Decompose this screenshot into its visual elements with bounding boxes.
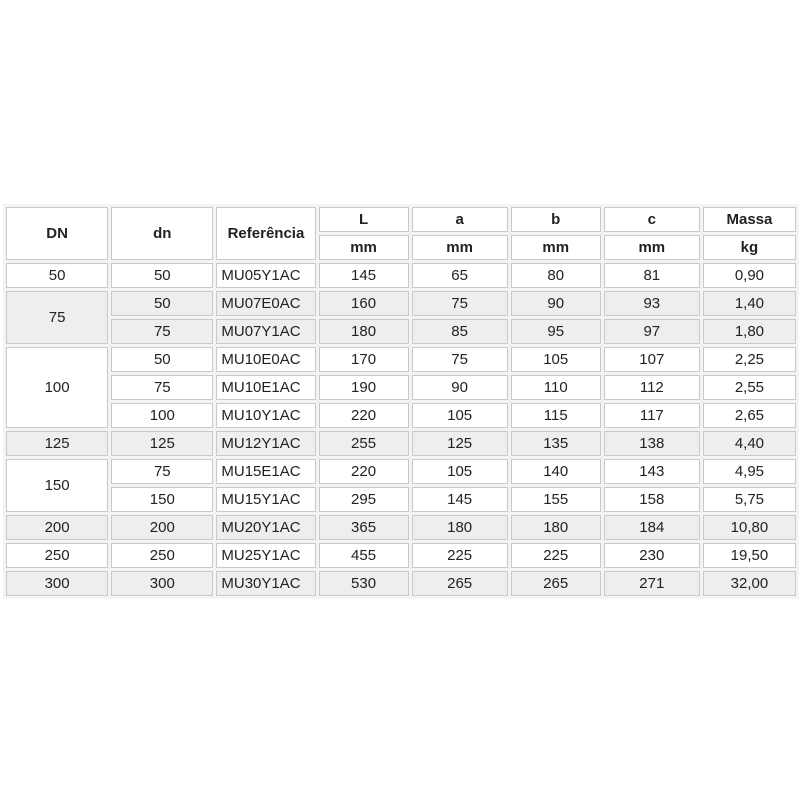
cell-b: 155 xyxy=(511,487,601,512)
table-body xyxy=(6,263,796,596)
cell-referencia: MU25Y1AC xyxy=(216,543,315,568)
cell-massa: 2,65 xyxy=(703,403,796,428)
cell-L: 255 xyxy=(319,431,409,456)
cell-a: 265 xyxy=(412,571,508,596)
cell-L: 145 xyxy=(319,263,409,288)
cell-DN: 125 xyxy=(6,431,108,456)
header-L: L xyxy=(319,207,409,232)
cell-DN: 75 xyxy=(6,291,108,344)
cell-massa: 19,50 xyxy=(703,543,796,568)
cell-L: 530 xyxy=(319,571,409,596)
cell-dn: 50 xyxy=(111,291,213,316)
cell-dn: 150 xyxy=(111,487,213,512)
cell-a: 105 xyxy=(412,459,508,484)
table-row xyxy=(6,515,796,540)
cell-b: 140 xyxy=(511,459,601,484)
cell-dn: 75 xyxy=(111,375,213,400)
cell-massa: 1,40 xyxy=(703,291,796,316)
cell-b: 115 xyxy=(511,403,601,428)
cell-DN: 50 xyxy=(6,263,108,288)
cell-c: 143 xyxy=(604,459,700,484)
cell-a: 125 xyxy=(412,431,508,456)
table-row xyxy=(6,403,796,428)
table-row xyxy=(6,571,796,596)
cell-L: 365 xyxy=(319,515,409,540)
cell-referencia: MU07E0AC xyxy=(216,291,315,316)
cell-b: 105 xyxy=(511,347,601,372)
unit-massa: kg xyxy=(703,235,796,260)
unit-c: mm xyxy=(604,235,700,260)
cell-a: 75 xyxy=(412,291,508,316)
unit-a: mm xyxy=(412,235,508,260)
cell-referencia: MU30Y1AC xyxy=(216,571,315,596)
cell-massa: 10,80 xyxy=(703,515,796,540)
cell-a: 65 xyxy=(412,263,508,288)
cell-L: 295 xyxy=(319,487,409,512)
header-a: a xyxy=(412,207,508,232)
table-row xyxy=(6,375,796,400)
header-massa: Massa xyxy=(703,207,796,232)
cell-L: 220 xyxy=(319,403,409,428)
table-row xyxy=(6,487,796,512)
cell-c: 230 xyxy=(604,543,700,568)
cell-c: 81 xyxy=(604,263,700,288)
cell-massa: 1,80 xyxy=(703,319,796,344)
cell-dn: 50 xyxy=(111,263,213,288)
cell-a: 180 xyxy=(412,515,508,540)
table-row xyxy=(6,459,796,484)
cell-referencia: MU10Y1AC xyxy=(216,403,315,428)
cell-massa: 5,75 xyxy=(703,487,796,512)
cell-c: 158 xyxy=(604,487,700,512)
cell-referencia: MU15E1AC xyxy=(216,459,315,484)
header-referencia: Referência xyxy=(216,207,315,260)
header-c: c xyxy=(604,207,700,232)
cell-L: 220 xyxy=(319,459,409,484)
cell-referencia: MU12Y1AC xyxy=(216,431,315,456)
header-dn-lower: dn xyxy=(111,207,213,260)
cell-b: 135 xyxy=(511,431,601,456)
cell-massa: 4,40 xyxy=(703,431,796,456)
cell-c: 138 xyxy=(604,431,700,456)
cell-DN: 150 xyxy=(6,459,108,512)
table-row xyxy=(6,431,796,456)
table-row xyxy=(6,291,796,316)
cell-b: 265 xyxy=(511,571,601,596)
cell-a: 90 xyxy=(412,375,508,400)
cell-DN: 200 xyxy=(6,515,108,540)
cell-c: 117 xyxy=(604,403,700,428)
cell-a: 105 xyxy=(412,403,508,428)
table-row xyxy=(6,319,796,344)
cell-dn: 50 xyxy=(111,347,213,372)
cell-dn: 200 xyxy=(111,515,213,540)
cell-dn: 300 xyxy=(111,571,213,596)
table-header xyxy=(6,207,796,260)
cell-c: 93 xyxy=(604,291,700,316)
cell-L: 160 xyxy=(319,291,409,316)
cell-dn: 125 xyxy=(111,431,213,456)
cell-DN: 300 xyxy=(6,571,108,596)
cell-DN: 250 xyxy=(6,543,108,568)
cell-b: 80 xyxy=(511,263,601,288)
cell-c: 107 xyxy=(604,347,700,372)
cell-referencia: MU05Y1AC xyxy=(216,263,315,288)
table-row xyxy=(6,543,796,568)
cell-b: 180 xyxy=(511,515,601,540)
cell-dn: 100 xyxy=(111,403,213,428)
cell-c: 97 xyxy=(604,319,700,344)
cell-a: 75 xyxy=(412,347,508,372)
cell-a: 145 xyxy=(412,487,508,512)
cell-L: 170 xyxy=(319,347,409,372)
cell-massa: 0,90 xyxy=(703,263,796,288)
cell-referencia: MU10E1AC xyxy=(216,375,315,400)
cell-b: 110 xyxy=(511,375,601,400)
table-row xyxy=(6,263,796,288)
cell-b: 95 xyxy=(511,319,601,344)
cell-L: 190 xyxy=(319,375,409,400)
cell-a: 85 xyxy=(412,319,508,344)
cell-dn: 75 xyxy=(111,459,213,484)
cell-L: 455 xyxy=(319,543,409,568)
cell-dn: 75 xyxy=(111,319,213,344)
cell-a: 225 xyxy=(412,543,508,568)
cell-referencia: MU15Y1AC xyxy=(216,487,315,512)
cell-c: 271 xyxy=(604,571,700,596)
cell-massa: 32,00 xyxy=(703,571,796,596)
header-dn-upper: DN xyxy=(6,207,108,260)
cell-b: 225 xyxy=(511,543,601,568)
unit-L: mm xyxy=(319,235,409,260)
cell-c: 112 xyxy=(604,375,700,400)
cell-referencia: MU20Y1AC xyxy=(216,515,315,540)
spec-table xyxy=(3,204,799,599)
header-b: b xyxy=(511,207,601,232)
cell-DN: 100 xyxy=(6,347,108,428)
cell-massa: 4,95 xyxy=(703,459,796,484)
table-row xyxy=(6,347,796,372)
cell-massa: 2,25 xyxy=(703,347,796,372)
cell-massa: 2,55 xyxy=(703,375,796,400)
cell-dn: 250 xyxy=(111,543,213,568)
cell-referencia: MU07Y1AC xyxy=(216,319,315,344)
cell-b: 90 xyxy=(511,291,601,316)
cell-referencia: MU10E0AC xyxy=(216,347,315,372)
unit-b: mm xyxy=(511,235,601,260)
cell-c: 184 xyxy=(604,515,700,540)
cell-L: 180 xyxy=(319,319,409,344)
